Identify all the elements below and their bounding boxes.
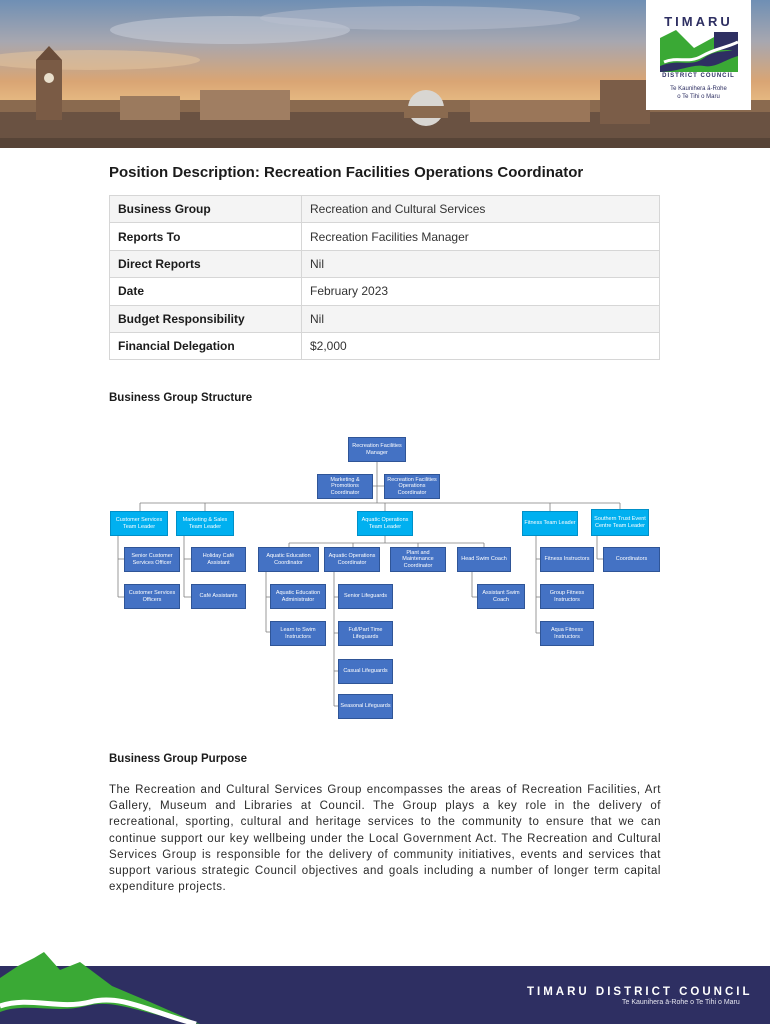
footer-maori-name: Te Kaunihera ā-Rohe o Te Tihi o Maru (622, 999, 740, 1006)
mountain-river-icon (660, 28, 738, 72)
org-box-ft-pt-lifeguards: Full/Part Time Lifeguards (338, 621, 393, 646)
footer-mountain-river-icon (0, 952, 200, 1024)
table-label: Business Group (110, 196, 302, 223)
purpose-paragraph: The Recreation and Cultural Services Group encompasses the areas of Recreation Facilities, Art Gallery, Museum and Libraries at Council. The Group plays a key role in the delivery of recreational, sporting, cultural and heritage services to the community to ensure that we can continue support our key wellbeing under the Local Government Act. The Recreation and Cultural Services Group is responsible for the delivery of community initiatives, events and services that support various strategic Council objectives and goals including a number of longer term capital expenditure projects. (109, 784, 661, 894)
council-logo (646, 0, 751, 110)
structure-heading: Business Group Structure (109, 392, 253, 404)
logo-subtitle: DISTRICT COUNCIL (662, 73, 735, 79)
logo-maori-line-2: o Te Tihi o Maru (677, 94, 720, 100)
org-box-cs-officers: Customer Services Officers (124, 584, 180, 609)
table-value: Recreation Facilities Manager (302, 223, 660, 250)
table-label: Financial Delegation (110, 332, 302, 359)
org-box-senior-lifeguards: Senior Lifeguards (338, 584, 393, 609)
org-box-hospitality-cafe: Holiday Café Assistant (191, 547, 246, 572)
document-title: Position Description: Recreation Facilities Operations Coordinator (109, 164, 584, 181)
org-box-assistant-coach: Assistant Swim Coach (477, 584, 525, 609)
table-row (110, 332, 660, 359)
org-box-group-fitness: Group Fitness Instructors (540, 584, 594, 609)
table-label: Date (110, 278, 302, 305)
table-row (110, 305, 660, 332)
footer-council-name: TIMARU DISTRICT COUNCIL (527, 986, 753, 998)
org-box-fitness-team-leader: Fitness Team Leader (522, 511, 578, 536)
table-row (110, 223, 660, 250)
org-box-aquatic-operations-coordinator: Aquatic Operations Coordinator (324, 547, 380, 572)
org-box-aqua-fitness: Aqua Fitness Instructors (540, 621, 594, 646)
table-label: Reports To (110, 223, 302, 250)
footer-band (0, 966, 770, 1024)
org-box-stadium-staff: Coordinators (603, 547, 660, 572)
header-banner-photo (0, 0, 770, 148)
logo-wordmark: TIMARU (664, 14, 733, 29)
org-box-marketing-coordinator: Marketing & Promotions Coordinator (317, 474, 373, 499)
table-value: Recreation and Cultural Services (302, 196, 660, 223)
logo-maori-line-1: Te Kaunihera ā-Rohe (670, 86, 727, 92)
purpose-heading: Business Group Purpose (109, 753, 248, 765)
org-box-hospitality-team-leader: Marketing & Sales Team Leader (176, 511, 234, 536)
table-value: Nil (302, 305, 660, 332)
table-row (110, 196, 660, 223)
org-box-casual-lifeguards: Casual Lifeguards (338, 659, 393, 684)
table-label: Budget Responsibility (110, 305, 302, 332)
org-box-operations-coordinator: Recreation Facilities Operations Coordinator (384, 474, 440, 499)
org-box-fitness-instructors: Fitness Instructors (540, 547, 594, 572)
org-box-stadium-team-leader: Southern Trust Event Centre Team Leader (591, 509, 649, 536)
table-label: Direct Reports (110, 250, 302, 277)
table-row (110, 278, 660, 305)
table-value: February 2023 (302, 278, 660, 305)
org-box-aquatic-team-leader: Aquatic Operations Team Leader (357, 511, 413, 536)
org-box-head-swim-coach: Head Swim Coach (457, 547, 511, 572)
org-box-manager: Recreation Facilities Manager (348, 437, 406, 462)
org-box-cafe-assistants: Café Assistants (191, 584, 246, 609)
org-box-plant-coordinator: Plant and Maintenance Coordinator (390, 547, 446, 572)
org-box-seasonal-lifeguards: Seasonal Lifeguards (338, 694, 393, 719)
table-row (110, 250, 660, 277)
org-box-senior-cs-officer: Senior Customer Services Officer (124, 547, 180, 572)
org-box-customer-services-team-leader: Customer Services Team Leader (110, 511, 168, 536)
org-box-aquatic-education-coordinator: Aquatic Education Coordinator (258, 547, 319, 572)
position-info-table (109, 195, 660, 360)
table-value: Nil (302, 250, 660, 277)
org-box-aquatic-education-admin: Aquatic Education Administrator (270, 584, 326, 609)
org-box-swim-instructors: Learn to Swim Instructors (270, 621, 326, 646)
table-value: $2,000 (302, 332, 660, 359)
logo-maori-name (646, 85, 751, 101)
